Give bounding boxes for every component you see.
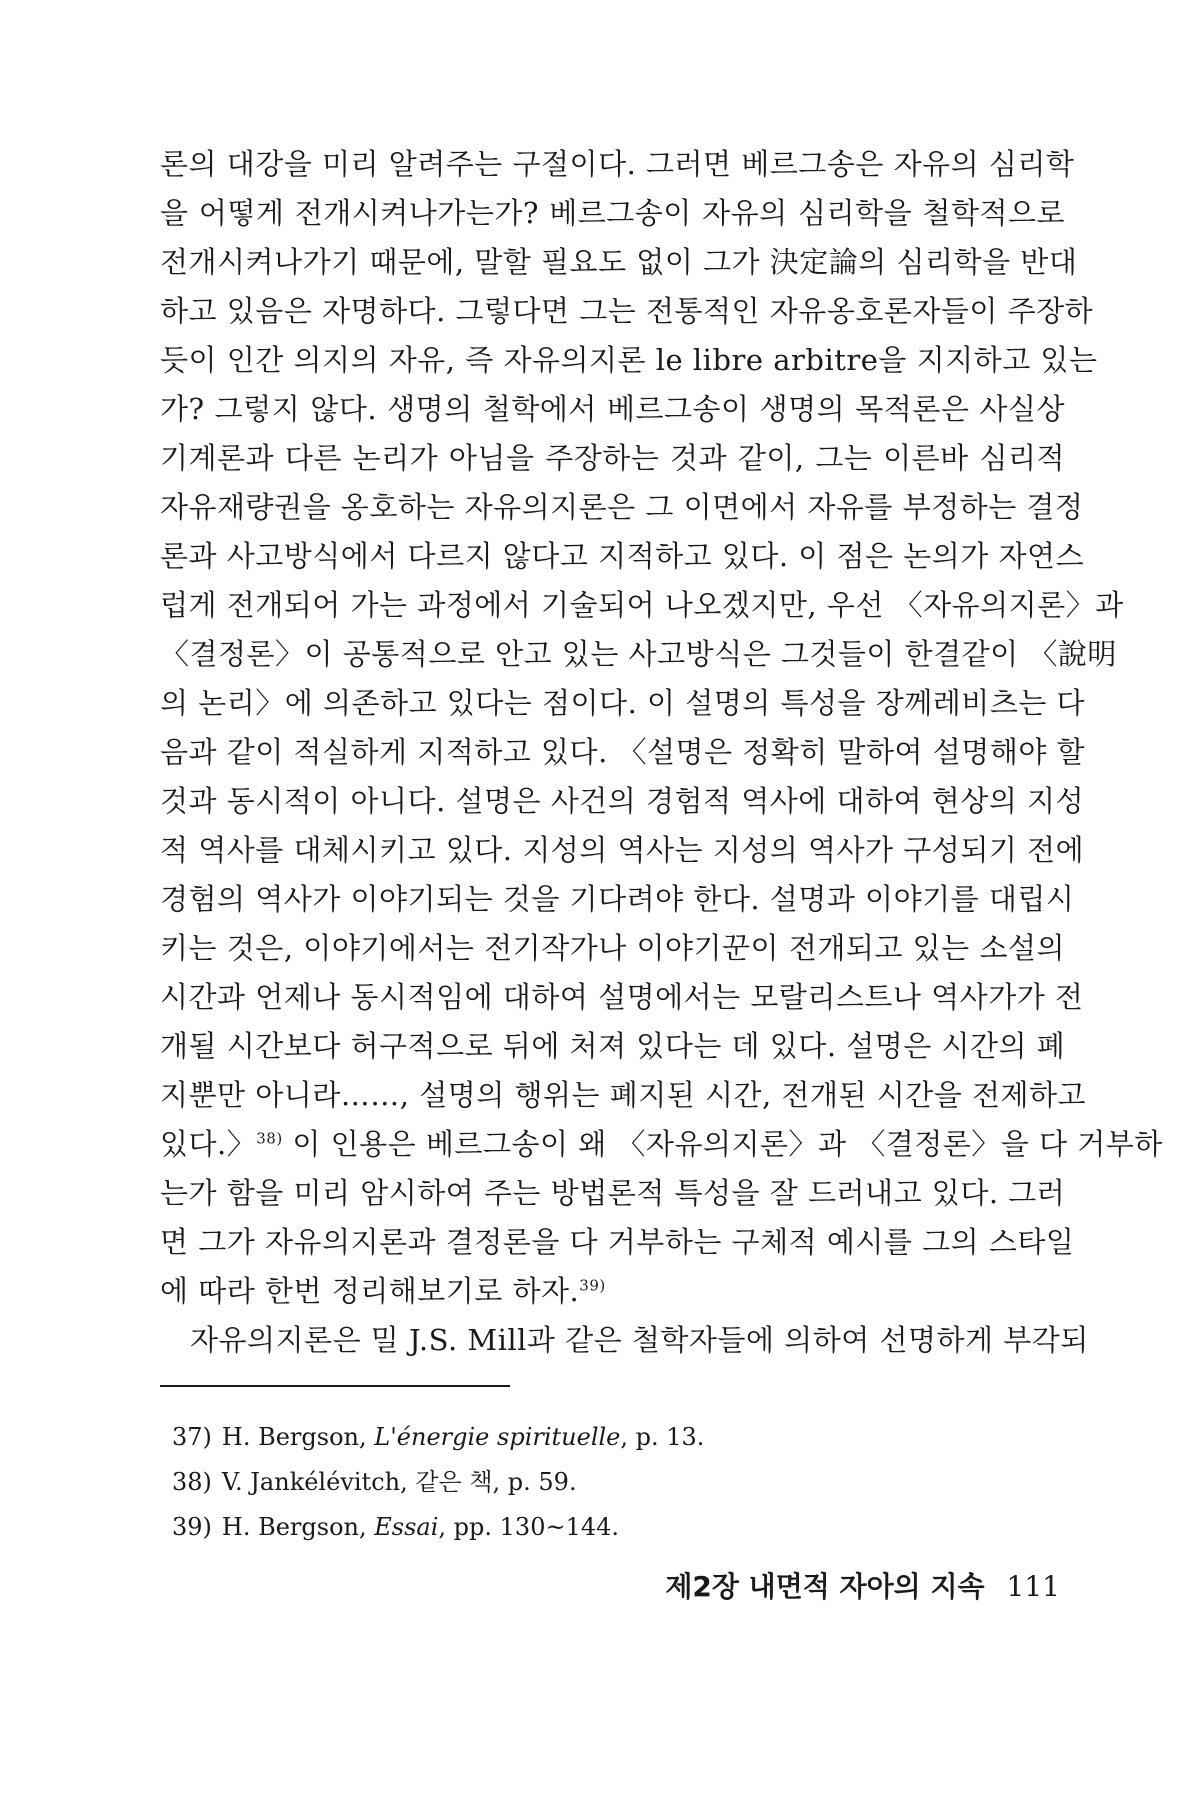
footnote-number: 38) [172,1468,212,1496]
text-line: 자유재량권을 옹호하는 자유의지론은 그 이면에서 자유를 부정하는 결정 [160,490,1084,524]
text-line: 론의 대강을 미리 알려주는 구절이다. 그러면 베르그송은 자유의 심리학 [160,147,1075,181]
text-line: 기계론과 다른 논리가 아님을 주장하는 것과 같이, 그는 이른바 심리적 [160,441,1065,475]
text-line: 을 어떻게 전개시켜나가는가? 베르그송이 자유의 심리학을 철학적으로 [160,196,1065,230]
footnote-rest: 같은 책, p. 59. [407,1468,577,1496]
footnote-39 [172,1505,704,1550]
footnote-divider [160,1385,510,1387]
footnote-38 [172,1460,704,1505]
text-line: 개될 시간보다 허구적으로 뒤에 처져 있다는 데 있다. 설명은 시간의 폐 [160,1029,1066,1063]
text-segment: 에 따라 한번 정리해보기로 하자. [160,1274,580,1308]
footnote-title: Essai [374,1513,439,1541]
text-line: 경험의 역사가 이야기되는 것을 기다려야 한다. 설명과 이야기를 대립시 [160,882,1075,916]
footnote-author: V. Jankélévitch, [221,1468,408,1496]
text-line: 의 논리〉에 의존하고 있다는 점이다. 이 설명의 특성을 장께레비츠는 다 [160,686,1086,720]
page-number: 111 [1006,1570,1060,1603]
footnote-author: H. Bergson, [221,1423,367,1451]
main-text [160,140,1163,1365]
text-segment: 있다.〉 [160,1127,257,1161]
text-line: 시간과 언제나 동시적임에 대하여 설명에서는 모랄리스트나 역사가가 전 [160,980,1084,1014]
text-line: 면 그가 자유의지론과 결정론을 다 거부하는 구체적 예시를 그의 스타일 [160,1225,1075,1259]
text-line: 〈결정론〉이 공통적으로 안고 있는 사고방식은 그것들이 한결같이 〈說明 [160,637,1117,671]
text-line: 키는 것은, 이야기에서는 전기작가나 이야기꾼이 전개되고 있는 소설의 [160,931,1065,965]
footnote-rest: , pp. 130~144. [438,1513,620,1541]
text-line: 가? 그렇지 않다. 생명의 철학에서 베르그송이 생명의 목적론은 사실상 [160,392,1065,426]
text-line: 듯이 인간 의지의 자유, 즉 자유의지론 le libre arbitre을 지지하고 있는 [160,343,1098,377]
text-line: 럽게 전개되어 가는 과정에서 기술되어 나오겠지만, 우선 〈자유의지론〉과 [160,588,1124,622]
text-line [160,1120,1163,1169]
text-segment: 이 인용은 베르그송이 왜 〈자유의지론〉과 〈결정론〉을 다 거부하 [282,1127,1163,1161]
text-line: 전개시켜나가기 때문에, 말할 필요도 없이 그가 決定論의 심리학을 반대 [160,245,1078,279]
text-line: 지뿐만 아니라……, 설명의 행위는 폐지된 시간, 전개된 시간을 전제하고 [160,1078,1087,1112]
footnote-ref-39: 39) [579,1276,606,1295]
text-line [160,1267,1065,1316]
page-footer [665,1565,1060,1605]
footnote-title: L'énergie spirituelle [374,1423,621,1451]
text-line: 적 역사를 대체시키고 있다. 지성의 역사는 지성의 역사가 구성되기 전에 [160,833,1085,867]
text-line: 음과 같이 적실하게 지적하고 있다. 〈설명은 정확히 말하여 설명해야 할 [160,735,1086,769]
paragraph-start-line: 자유의지론은 밀 J.S. Mill과 같은 철학자들에 의하여 선명하게 부각되 [190,1323,1089,1357]
text-line: 론과 사고방식에서 다르지 않다고 지적하고 있다. 이 점은 논의가 자연스 [160,539,1085,573]
footnote-ref-38: 38) [256,1129,283,1148]
footnote-author: H. Bergson, [221,1513,367,1541]
footnote-37 [172,1415,704,1460]
footnote-number: 39) [172,1513,212,1541]
chapter-title: 제2장 내면적 자아의 지속 [665,1570,985,1603]
footnotes [172,1415,704,1550]
footnote-rest: , p. 13. [620,1423,705,1451]
text-line: 는가 함을 미리 암시하여 주는 방법론적 특성을 잘 드러내고 있다. 그러 [160,1176,1066,1210]
text-line: 것과 동시적이 아니다. 설명은 사건의 경험적 역사에 대하여 현상의 지성 [160,784,1085,818]
text-line: 하고 있음은 자명하다. 그렇다면 그는 전통적인 자유옹호론자들이 주장하 [160,294,1094,328]
footnote-number: 37) [172,1423,212,1451]
